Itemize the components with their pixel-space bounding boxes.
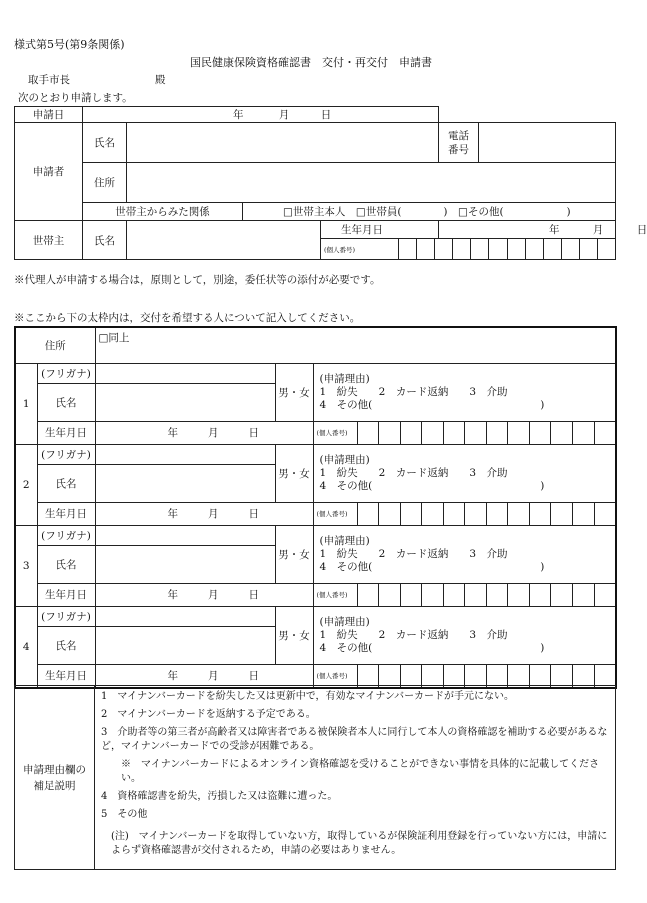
furigana-field[interactable] (95, 444, 275, 464)
person-id-field[interactable]: (個人番号) (313, 583, 616, 606)
person-row-furigana (15, 444, 616, 464)
date-label: 申請日 (15, 107, 83, 123)
relation-options[interactable]: □世帯主本人 □世帯員( ) □その他( ) (243, 203, 616, 221)
date-month: 月 (278, 109, 290, 121)
reason-field[interactable]: (申請理由) 1 紛失 2 カード返納 3 介助 4 その他( ) (313, 525, 616, 583)
supplement-item-5: 5 その他 (101, 809, 148, 820)
furigana-label: (フリガナ) (37, 444, 95, 464)
reason-field[interactable]: (申請理由) 1 紛失 2 カード返納 3 介助 4 その他( ) (313, 606, 616, 664)
reason-field[interactable]: (申請理由) 1 紛失 2 カード返納 3 介助 4 その他( ) (313, 363, 616, 421)
date-day: 日 (320, 109, 332, 121)
phone-field[interactable] (479, 123, 616, 163)
person-row-birth (15, 664, 616, 688)
person-address-label: 住所 (15, 327, 95, 363)
furigana-field[interactable] (95, 363, 275, 383)
person-birth-field[interactable]: 年 月 日 (95, 421, 313, 444)
person-birth-field[interactable]: 年 月 日 (95, 583, 313, 606)
proxy-note: ※代理人が申請する場合は，原則として，別途，委任状等の添付が必要です。 (14, 274, 381, 286)
householder-id-field[interactable]: (個人番号) (321, 239, 616, 260)
person-number: 2 (15, 444, 37, 525)
person-birth-label: 生年月日 (37, 583, 95, 606)
form-title: 国民健康保険資格確認書 交付・再交付 申請書 (190, 56, 432, 69)
person-name-label: 氏名 (37, 545, 95, 583)
gender-select[interactable]: 男・女 (275, 606, 313, 664)
supplement-item-3: 3 介助者等の第三者が高齢者又は障害者である被保険者本人に同行して本人の資格確認を補助する必要があるなど，マイナンバーカードでの受診が困難である。 (101, 727, 608, 752)
person-name-label: 氏名 (37, 626, 95, 664)
person-address-field[interactable] (95, 327, 616, 363)
applicant-address-label: 住所 (83, 163, 127, 203)
furigana-label: (フリガナ) (37, 525, 95, 545)
householder-name-field[interactable] (127, 221, 321, 260)
person-number: 4 (15, 606, 37, 688)
gender-select[interactable]: 男・女 (275, 444, 313, 502)
person-row-birth (15, 421, 616, 444)
person-row-furigana (15, 606, 616, 626)
reason-field[interactable]: (申請理由) 1 紛失 2 カード返納 3 介助 4 その他( ) (313, 444, 616, 502)
person-name-field[interactable] (95, 626, 275, 664)
applicant-name-label: 氏名 (83, 123, 127, 163)
furigana-label: (フリガナ) (37, 606, 95, 626)
supplement-footnote: (注) マイナンバーカードを取得していない方，取得しているが保険証利用登録を行っていない方には，申請によらず資格確認書が交付されるため，申請の必要はありません。 (111, 831, 608, 856)
person-name-label: 氏名 (37, 383, 95, 421)
supplement-label: 申請理由欄の 補足説明 (15, 686, 95, 870)
intro-text: 次のとおり申請します。 (18, 92, 133, 104)
gender-select[interactable]: 男・女 (275, 525, 313, 583)
person-number: 1 (15, 363, 37, 444)
supplement-table (14, 685, 616, 870)
gender-select[interactable]: 男・女 (275, 363, 313, 421)
person-row-furigana (15, 363, 616, 383)
applicant-name-field[interactable] (127, 123, 439, 163)
person-id-field[interactable]: (個人番号) (313, 664, 616, 688)
householder-birth-field[interactable]: 年 月 日 (439, 221, 616, 239)
supplement-item-4: 4 資格確認書を紛失，汚損した又は盗難に遭った。 (101, 791, 338, 802)
addressee: 取手市長 (28, 74, 70, 86)
phone-label: 電話 番号 (439, 123, 479, 163)
person-row-birth (15, 583, 616, 606)
furigana-field[interactable] (95, 525, 275, 545)
supplement-content (95, 686, 616, 870)
same-as-above-checkbox[interactable]: □同上 (98, 332, 130, 344)
householder-name-label: 氏名 (83, 221, 127, 260)
person-number: 3 (15, 525, 37, 606)
relation-label: 世帯主からみた関係 (83, 203, 243, 221)
applicant-address-field[interactable] (127, 163, 616, 203)
person-birth-field[interactable]: 年 月 日 (95, 664, 313, 688)
person-name-field[interactable] (95, 464, 275, 502)
furigana-field[interactable] (95, 606, 275, 626)
person-id-field[interactable]: (個人番号) (313, 421, 616, 444)
person-row-furigana (15, 525, 616, 545)
applicant-label: 申請者 (15, 123, 83, 221)
form-number: 様式第5号(第9条関係) (14, 38, 125, 51)
applicant-table (14, 106, 647, 260)
person-birth-field[interactable]: 年 月 日 (95, 502, 313, 525)
person-name-field[interactable] (95, 545, 275, 583)
honorific: 殿 (155, 74, 166, 86)
instruction-note: ※ここから下の太枠内は，交付を希望する人について記入してください。 (14, 312, 361, 324)
persons-table (14, 326, 617, 689)
householder-birth-label: 生年月日 (321, 221, 439, 239)
supplement-item-3-note: ※ マイナンバーカードによるオンライン資格確認を受けることができない事情を具体的に記載してください。 (121, 759, 600, 784)
date-year: 年 (233, 109, 244, 121)
person-name-field[interactable] (95, 383, 275, 421)
supplement-item-2: 2 マイナンバーカードを返納する予定である。 (101, 709, 316, 720)
supplement-item-1: 1 マイナンバーカードを紛失した又は更新中で，有効なマイナンバーカードが手元にない。 (101, 691, 514, 702)
person-birth-label: 生年月日 (37, 502, 95, 525)
person-id-field[interactable]: (個人番号) (313, 502, 616, 525)
person-row-birth (15, 502, 616, 525)
householder-label: 世帯主 (15, 221, 83, 260)
date-field[interactable] (83, 107, 439, 123)
person-birth-label: 生年月日 (37, 664, 95, 688)
person-birth-label: 生年月日 (37, 421, 95, 444)
person-name-label: 氏名 (37, 464, 95, 502)
furigana-label: (フリガナ) (37, 363, 95, 383)
